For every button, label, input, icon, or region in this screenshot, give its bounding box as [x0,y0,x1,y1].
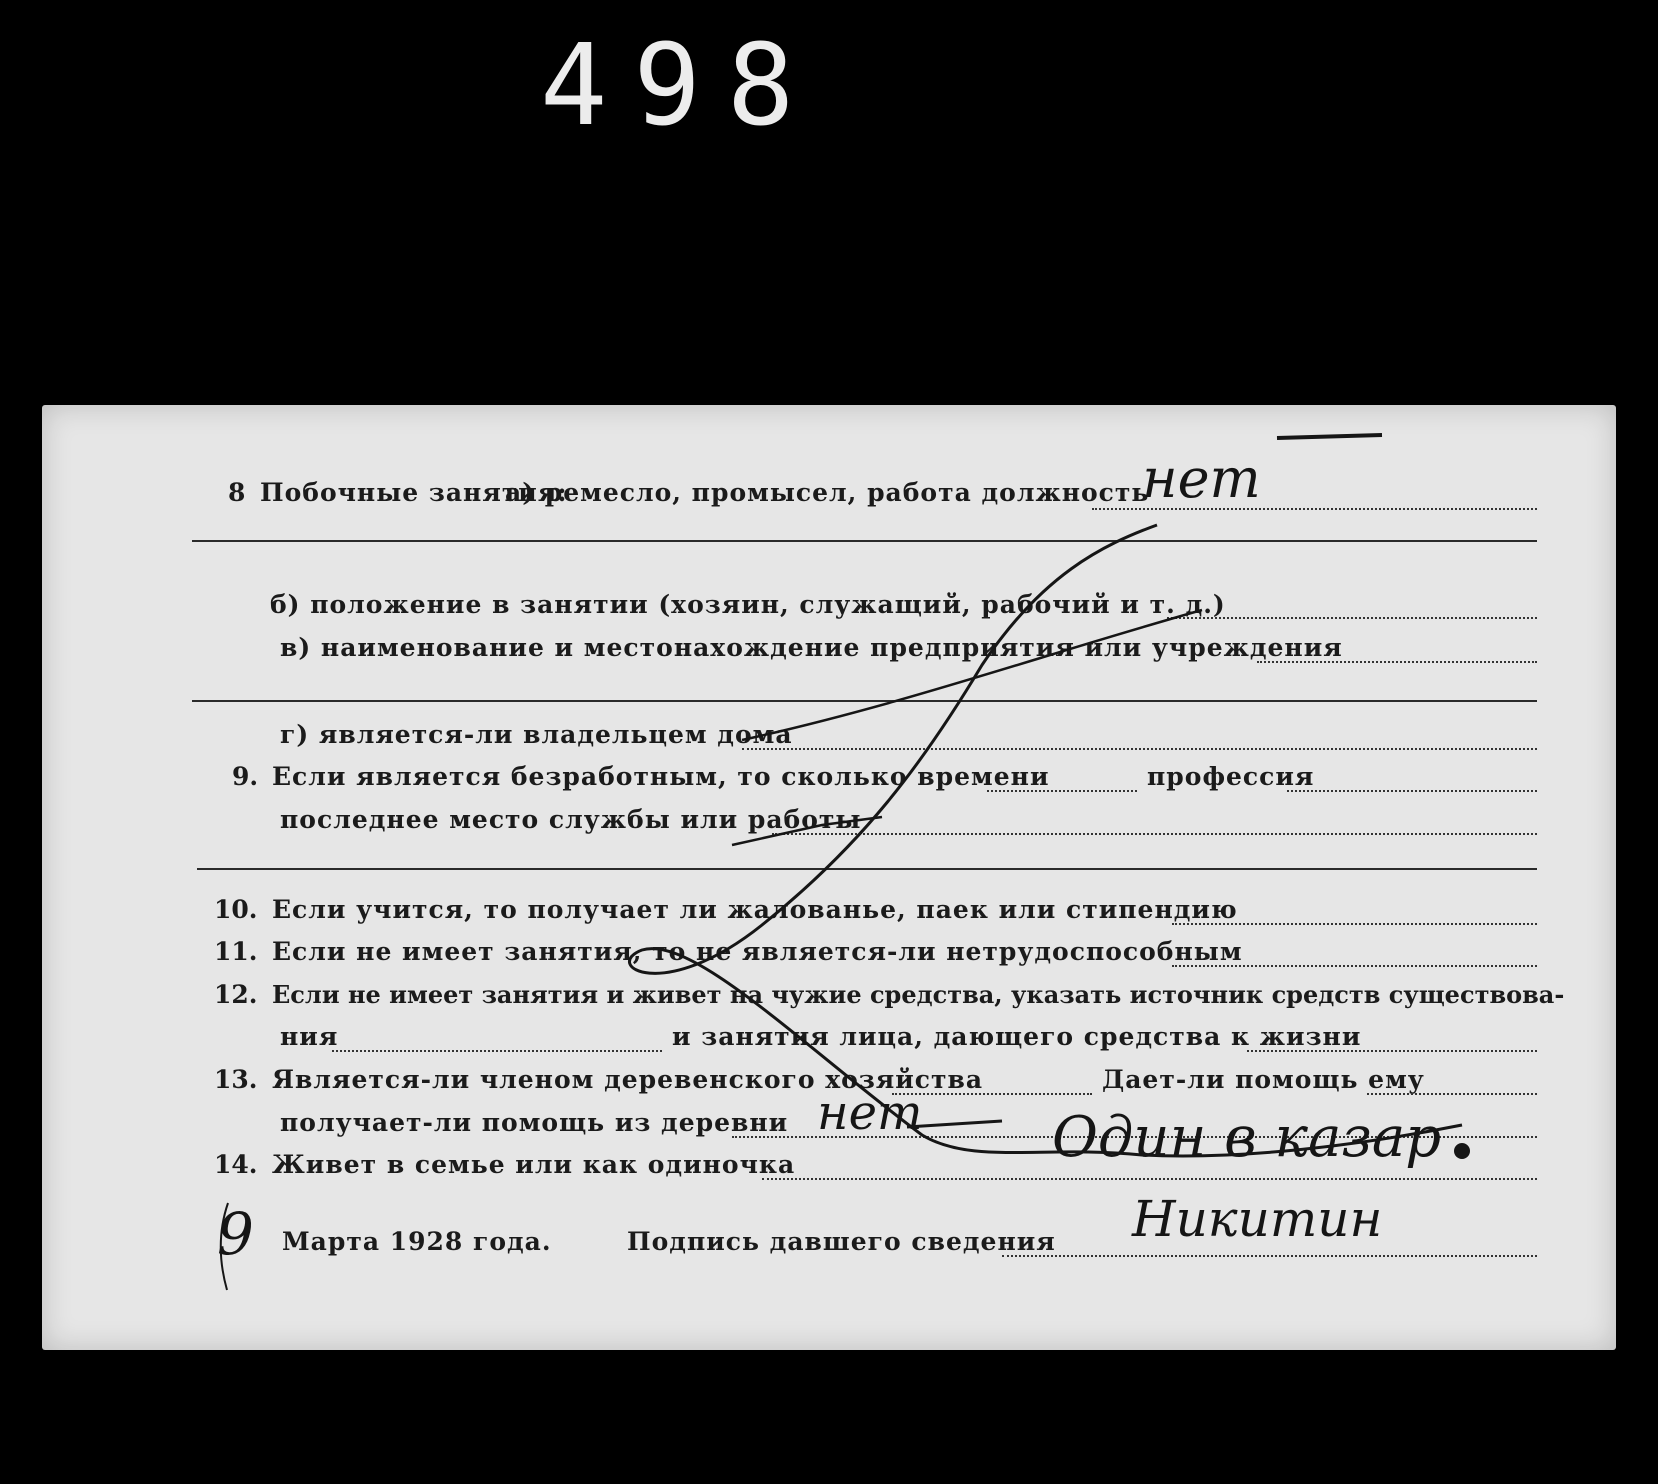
footer-signature-label: Подпись давшего сведения [627,1227,1056,1256]
q11-number: 11. [214,937,258,966]
q8-a-answer: нет [1142,447,1261,510]
q9-number: 9. [232,762,259,791]
q8-g-fill [742,748,1537,750]
q9-text: Если является безработным, то сколько времени [272,762,1050,791]
q12-text: Если не имеет занятия и живет на чужие средства, указать источник средств существова- [272,980,1565,1009]
q13-text: Является-ли членом деревенского хозяйства [272,1065,984,1094]
q8-g-text: г) является-ли владельцем дома [280,720,793,749]
q9-rule [197,868,1537,870]
q11-text: Если не имеет занятия, то не является-ли нетрудоспособным [272,937,1243,966]
q13-help: Дает-ли помощь ему [1102,1065,1425,1094]
q10-number: 10. [214,895,258,924]
q14-fill [762,1178,1537,1180]
q9-profession: профессия [1147,762,1315,791]
q12-number: 12. [214,980,258,1009]
q10-fill [1172,923,1537,925]
q14-text: Живет в семье или как одиночка [272,1150,796,1179]
q11-fill [1172,965,1537,967]
q12-person-fill [1247,1050,1537,1052]
q8-label: Побочные занятия: [260,478,568,507]
q8-b-text: б) положение в занятии (хозяин, служащий, рабочий и т. д.) [270,590,1226,619]
q13-number: 13. [214,1065,258,1094]
q12-cont2: и занятия лица, дающего средства к жизни [672,1022,1362,1051]
questionnaire-card [42,405,1616,1350]
q13-receive: получает-ли помощь из деревни [280,1108,789,1137]
frame-number: 498 [540,21,821,151]
q8-rule [192,540,1537,542]
footer-date: Марта 1928 года. [282,1227,552,1256]
q8-number: 8 [228,478,246,507]
footer-signature-fill [1002,1255,1537,1257]
q9-last-fill [772,833,1537,835]
q8-v-rule [192,700,1537,702]
q9-profession-fill [1287,790,1537,792]
q13-help-fill [1367,1093,1537,1095]
q8-v-text: в) наименование и местонахождение предприятия или учреждения [280,633,1343,662]
q8-v-fill [1257,661,1537,663]
q9-last-place: последнее место службы или работы [280,805,862,834]
footer-day: 9 [217,1200,254,1268]
q8-b-fill [1167,617,1537,619]
q10-text: Если учится, то получает ли жалованье, паек или стипендию [272,895,1238,924]
q14-answer: Один в казар [1052,1105,1442,1170]
q8-a-text: а) ремесло, промысел, работа должность [505,478,1150,507]
q12-source-fill [332,1050,662,1052]
q12-cont: ния [280,1022,339,1051]
q9-time-fill [987,790,1137,792]
footer-signature: Никитин [1132,1190,1383,1248]
q13-answer: нет [817,1085,923,1141]
q14-number: 14. [214,1150,258,1179]
